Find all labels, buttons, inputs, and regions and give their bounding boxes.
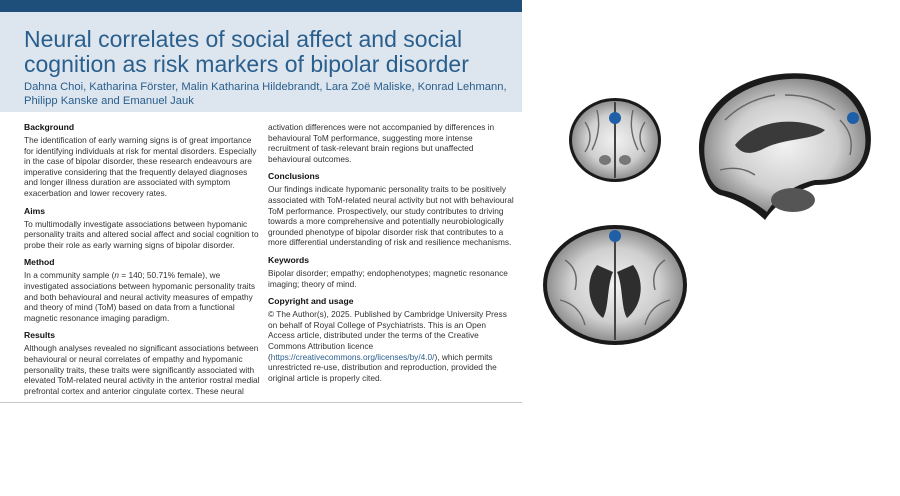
section-text-method: [24, 270, 260, 323]
section-heading-results: Results: [24, 330, 56, 341]
method-text-post: = 140; 50.71% female), we investigated associations between hypomanic personality traits and both behavioural and neural activity measures of empathy and theory of mind (ToM) based on data from a functional magnetic resonance imaging paradigm.: [24, 270, 256, 323]
abstract-column-right: [268, 122, 514, 390]
section-heading-copyright: Copyright and usage: [268, 296, 354, 307]
footer-rule: [0, 402, 522, 403]
section-text-conclusions: Our findings indicate hypomanic personality traits to be positively associated with ToM-related neural activity but not with behavioural ToM performance. Prospectively, our study contributes to driving towards a more comprehensive and potentially neurobiologically grounded phenotype of bipolar disorder risk that contributes to a more differential understanding of risk and resilience mechanisms.: [268, 184, 514, 248]
coronal-activation-marker: [609, 112, 621, 124]
section-text-results-continued: activation differences were not accompanied by differences in behavioural ToM performance, suggesting more intense recruitment of task-relevant brain regions but unaffected behavioural outcomes.: [268, 122, 495, 164]
copyright-text-pre: © The Author(s), 2025. Published by Cambridge University Press on behalf of Royal College of Psychiatrists. This is an Open Access article, distributed under the terms of the Creative Commons Attribution licence (: [268, 309, 507, 362]
article-authors: Dahna Choi, Katharina Förster, Malin Katharina Hildebrandt, Lara Zoë Maliske, Konrad Lehmann, Philipp Kanske and Emanuel Jauk: [24, 81, 507, 107]
abstract-column-left: [24, 122, 260, 403]
sagittal-brain-view: [699, 73, 871, 220]
section-heading-method: Method: [24, 257, 55, 268]
copyright-text-post: ), which permits unrestricted re-use, distribution and reproduction, provided the original article is properly cited.: [268, 351, 497, 383]
section-text-aims: To multimodally investigate associations between hypomanic personality traits and altered social affect and social cognition to probe their role as early warning signs of bipolar disorder.: [24, 218, 259, 250]
section-text-copyright: [268, 309, 514, 383]
section-text-keywords: Bipolar disorder; empathy; endophenotypes; magnetic resonance imaging; theory of mind.: [268, 267, 508, 289]
article-header: [0, 12, 522, 112]
method-sample-symbol: n: [114, 270, 119, 281]
axial-brain-view: [543, 225, 687, 345]
section-heading-background: Background: [24, 122, 75, 132]
section-heading-conclusions: Conclusions: [268, 171, 320, 182]
header-top-bar: [0, 0, 522, 12]
axial-activation-marker: [609, 230, 621, 242]
article-title: Neural correlates of social affect and social cognition as risk markers of bipolar disorder: [24, 26, 469, 77]
section-heading-keywords: Keywords: [268, 254, 310, 265]
section-heading-aims: Aims: [24, 205, 46, 216]
method-text-pre: In a community sample (: [24, 270, 115, 281]
section-text-background: The identification of early warning signs is of great importance for identifying individuals at risk for mental disorders. Especially in the case of bipolar disorder, these research endeavours are imperative considering that the frequently delayed diagnoses and longer illness duration are associated with symptom exacerbation and lower recovery rates.: [24, 135, 257, 198]
sagittal-activation-marker: [847, 112, 859, 124]
license-link[interactable]: https://creativecommons.org/licenses/by/4.0/: [270, 351, 435, 362]
section-text-results: Although analyses revealed no significant associations between behavioural or neural correlates of empathy and hypomanic personality traits, these traits were significantly associated with elevated ToM-related neural activity in the anterior rostral medial prefrontal cortex and anterior cingulate cortex. These neural: [24, 343, 260, 396]
brain-scan-figure: [525, 60, 895, 350]
coronal-brain-view: [569, 98, 661, 182]
